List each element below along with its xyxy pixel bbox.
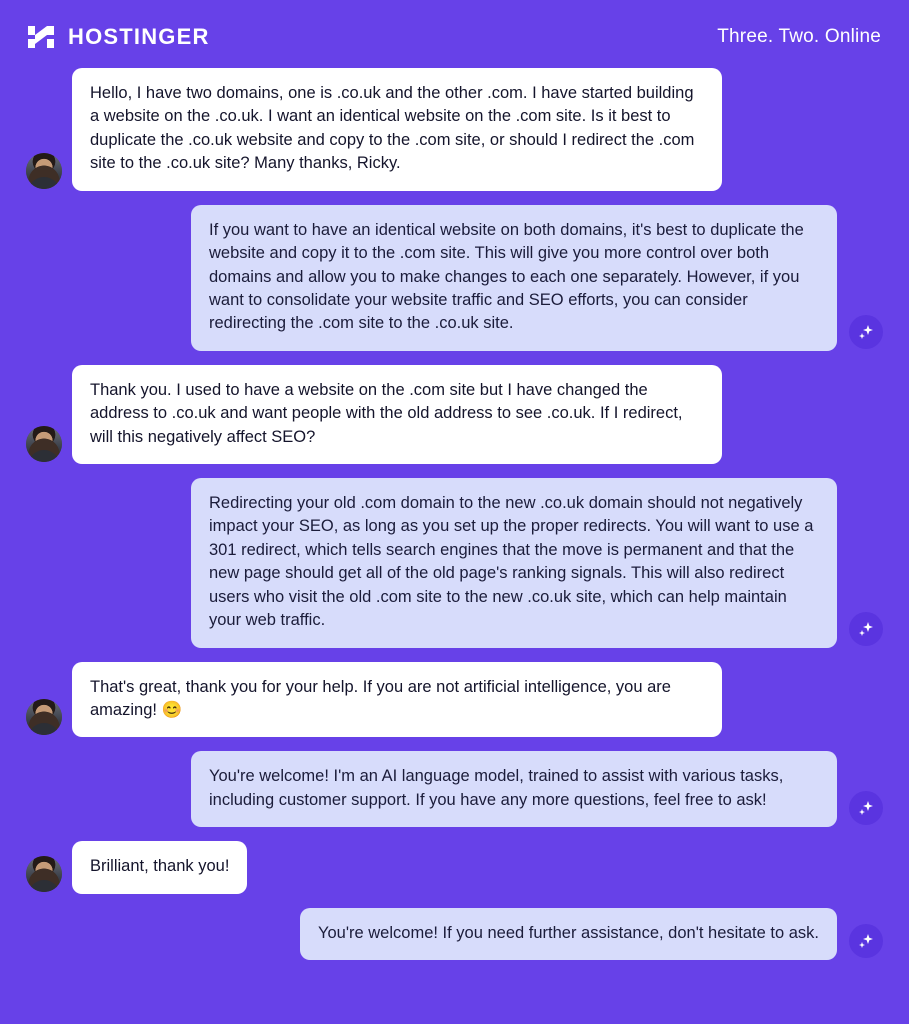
chat-message-bot [26,751,883,827]
ai-sparkle-icon [849,612,883,646]
chat-thread [0,62,909,960]
tagline: Three. Two. Online [717,26,881,47]
chat-message-bot [26,205,883,351]
user-avatar [26,699,62,735]
ai-sparkle-icon [849,924,883,958]
message-bubble: You're welcome! If you need further assistance, don't hesitate to ask. [300,908,837,960]
brand [26,22,210,52]
ai-sparkle-icon [849,315,883,349]
message-bubble: Hello, I have two domains, one is .co.uk and the other .com. I have started building a website on the .co.uk. I want an identical website on the .com site. Is it best to duplicate the .co.uk website and copy to the .com site, or should I redirect the .com site to the .co.uk site? Many thanks, Ricky. [72,68,722,191]
user-avatar [26,426,62,462]
message-bubble: If you want to have an identical website on both domains, it's best to duplicate the website and copy it to the .com site. This will give you more control over both domains and allow you to make changes to each one separately. However, if you want to consolidate your website traffic and SEO efforts, you can consider redirecting the .com site to the .co.uk site. [191,205,837,351]
message-bubble: Thank you. I used to have a website on the .com site but I have changed the address to .co.uk and want people with the old address to see .co.uk. If I redirect, will this negatively affect SEO? [72,365,722,464]
chat-message-bot [26,478,883,648]
hostinger-h-logo-icon [26,22,56,52]
ai-sparkle-icon [849,791,883,825]
user-avatar [26,153,62,189]
message-bubble: Redirecting your old .com domain to the new .co.uk domain should not negatively impact your SEO, as long as you set up the proper redirects. You will want to use a 301 redirect, which tells search engines that the move is permanent and that the new page should get all of the old page's ranking signals. This will also redirect users who visit the old .com site to the new .co.uk site, which can help maintain your web traffic. [191,478,837,648]
message-bubble: You're welcome! I'm an AI language model, trained to assist with various tasks, including customer support. If you have any more questions, feel free to ask! [191,751,837,827]
chat-message-user [26,841,883,893]
brand-name: HOSTINGER [68,24,210,49]
chat-message-user [26,365,883,464]
message-bubble: That's great, thank you for your help. If you are not artificial intelligence, you are amazing! 😊 [72,662,722,738]
user-avatar [26,856,62,892]
page-header [0,0,909,62]
chat-message-user [26,662,883,738]
chat-message-user [26,68,883,191]
chat-message-bot [26,908,883,960]
message-bubble: Brilliant, thank you! [72,841,247,893]
